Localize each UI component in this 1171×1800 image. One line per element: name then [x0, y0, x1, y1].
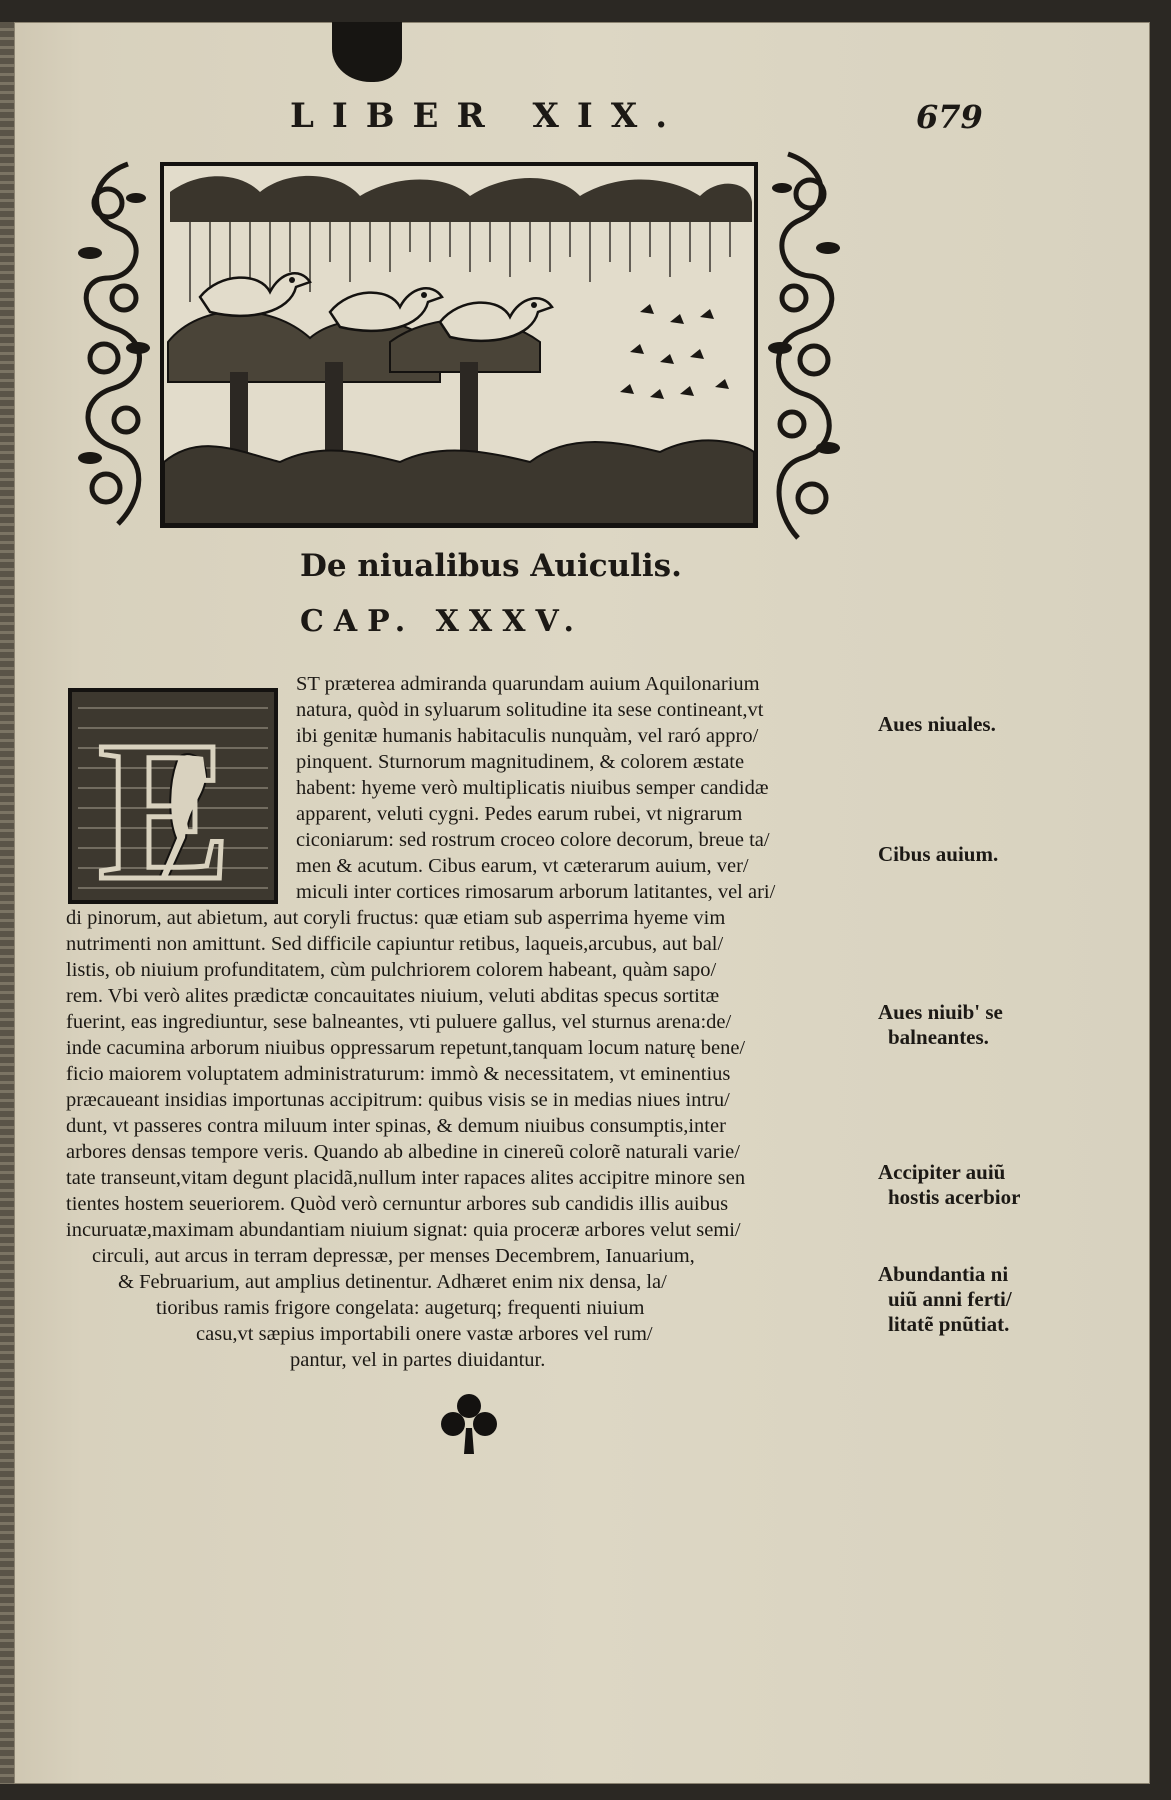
text-line: ciconiarum: sed rostrum croceo colore decorum, breue ta/ — [296, 829, 770, 851]
initial-letter: E — [98, 701, 232, 904]
page-number: 679 — [916, 98, 983, 136]
text-line: ST præterea admiranda quarundam auium Aquilonarium — [296, 673, 760, 695]
text-line: ibi genitæ humanis habitaculis nunquàm, vel raró appro/ — [296, 725, 759, 747]
text-line: dunt, vt passeres contra miluum inter spinas, & demum niuibus consumptis,inter — [66, 1115, 726, 1137]
text-line: listis, ob niuium profunditatem, cùm pulchriorem colorem habeant, quàm sapo/ — [66, 959, 717, 981]
text-line: tioribus ramis frigore congelata: augeturq; frequenti niuium — [156, 1297, 645, 1319]
text-line: men & acutum. Cibus earum, vt cæterarum auium, ver/ — [296, 855, 749, 877]
text-line: rem. Vbi verò alites prædictæ concauitates niuium, veluti abditas specus sortitæ — [66, 985, 720, 1007]
marginal-note: Cibus auium. — [878, 842, 999, 866]
text-line: pantur, vel in partes diuidantur. — [290, 1349, 546, 1371]
text-line: ficio maiorem voluptatem administraturum: immò & necessitatem, vt eminentius — [66, 1063, 731, 1085]
text-line: arbores densas tempore veris. Quando ab albedine in cinereũ colorẽ naturali varie/ — [66, 1141, 740, 1163]
text-line: tientes hostem seueriorem. Quòd verò cernuntur arbores sub candidis illis auibus — [66, 1193, 729, 1215]
chapter-title: De niualibus Auiculis. — [300, 548, 682, 584]
marginal-note: Aues niuib' se balneantes. — [878, 1000, 1003, 1049]
scroll-ornament-right — [758, 148, 850, 544]
text-line: habent: hyeme verò multiplicatis niuibus semper candidæ — [296, 777, 769, 799]
text-line: circuli, aut arcus in terram depressæ, per menses Decembrem, Ianuarium, — [92, 1245, 695, 1267]
text-line: casu,vt sæpius importabili onere vastæ arbores vel rum/ — [196, 1323, 653, 1345]
marginal-note: Abundantia ni uiũ anni ferti/ litatẽ pnũtiat. — [878, 1262, 1012, 1336]
woodcut-illustration — [160, 162, 758, 528]
text-line: fuerint, eas ingrediuntur, sese balneantes, vti puluere gallus, vel sturnus arena:de/ — [66, 1011, 732, 1033]
chapter-number: CAP. XXXV. — [300, 604, 584, 639]
text-line: apparent, veluti cygni. Pedes earum rubei, vt nigrarum — [296, 803, 743, 825]
text-line: miculi inter cortices rimosarum arborum latitantes, vel ari/ — [296, 881, 776, 903]
fleuron-icon — [440, 1392, 498, 1456]
scroll-ornament-left — [68, 158, 160, 530]
text-line: pinquent. Sturnorum magnitudinem, & colorem æstate — [296, 751, 745, 773]
binding-gutter — [0, 22, 14, 1784]
text-line: præcaueant insidias importunas accipitrum: quibus visis se in medias niues intru/ — [66, 1089, 730, 1111]
running-head: LIBER XIX. — [290, 96, 686, 136]
text-line: tate transeunt,vitam degunt placidã,nullum inter rapaces alites accipitre minore sen — [66, 1167, 746, 1189]
text-line: nutrimenti non amittunt. Sed difficile capiuntur retibus, laqueis,arcubus, aut bal/ — [66, 933, 724, 955]
historiated-initial — [68, 688, 278, 904]
text-line: natura, quòd in syluarum solitudine ita sese contineant,vt — [296, 699, 764, 721]
marginal-note: Aues niuales. — [878, 712, 996, 736]
text-line: & Februarium, aut amplius detinentur. Adhæret enim nix densa, la/ — [118, 1271, 667, 1293]
text-line: inde cacumina arborum niuibus oppressarum repetunt,tanquam locum naturę bene/ — [66, 1037, 746, 1059]
text-line: incuruatæ,maximam abundantiam niuium signat: quia proceræ arbores velut semi/ — [66, 1219, 741, 1241]
marginal-note: Accipiter auiũ hostis acerbior — [878, 1160, 1021, 1209]
text-line: di pinorum, aut abietum, aut coryli fructus: quæ etiam sub asperrima hyeme vim — [66, 907, 726, 929]
